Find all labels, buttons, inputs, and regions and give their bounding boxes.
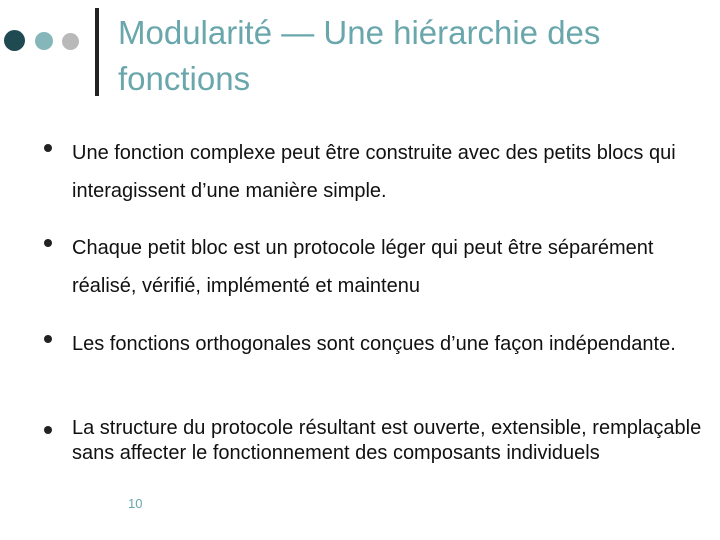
- gray-dot-icon: [62, 33, 79, 50]
- bullet-icon: [44, 335, 52, 343]
- dark-dot-icon: [4, 30, 25, 51]
- bullet-text: La structure du protocole résultant est ouverte, extensible, remplaçable sans affecter le fonctionnement des composants individuels: [72, 417, 702, 464]
- page-number: 10: [128, 496, 143, 511]
- bullet-icon: [44, 426, 52, 434]
- bullet-icon: [44, 239, 52, 247]
- bullet-text: Les fonctions orthogonales sont conçues d’une façon indépendante.: [72, 333, 676, 355]
- bullet-text: Chaque petit bloc est un protocole léger qui peut être séparément réalisé, vérifié, implémenté et maintenu: [72, 237, 654, 297]
- teal-dot-icon: [35, 32, 53, 50]
- bullet-icon: [44, 144, 52, 152]
- bullet-text: Une fonction complexe peut être construite avec des petits blocs qui interagissent d’une manière simple.: [72, 142, 676, 202]
- slide-title: Modularité — Une hiérarchie des fonctions: [118, 14, 601, 97]
- title-divider: [95, 8, 99, 96]
